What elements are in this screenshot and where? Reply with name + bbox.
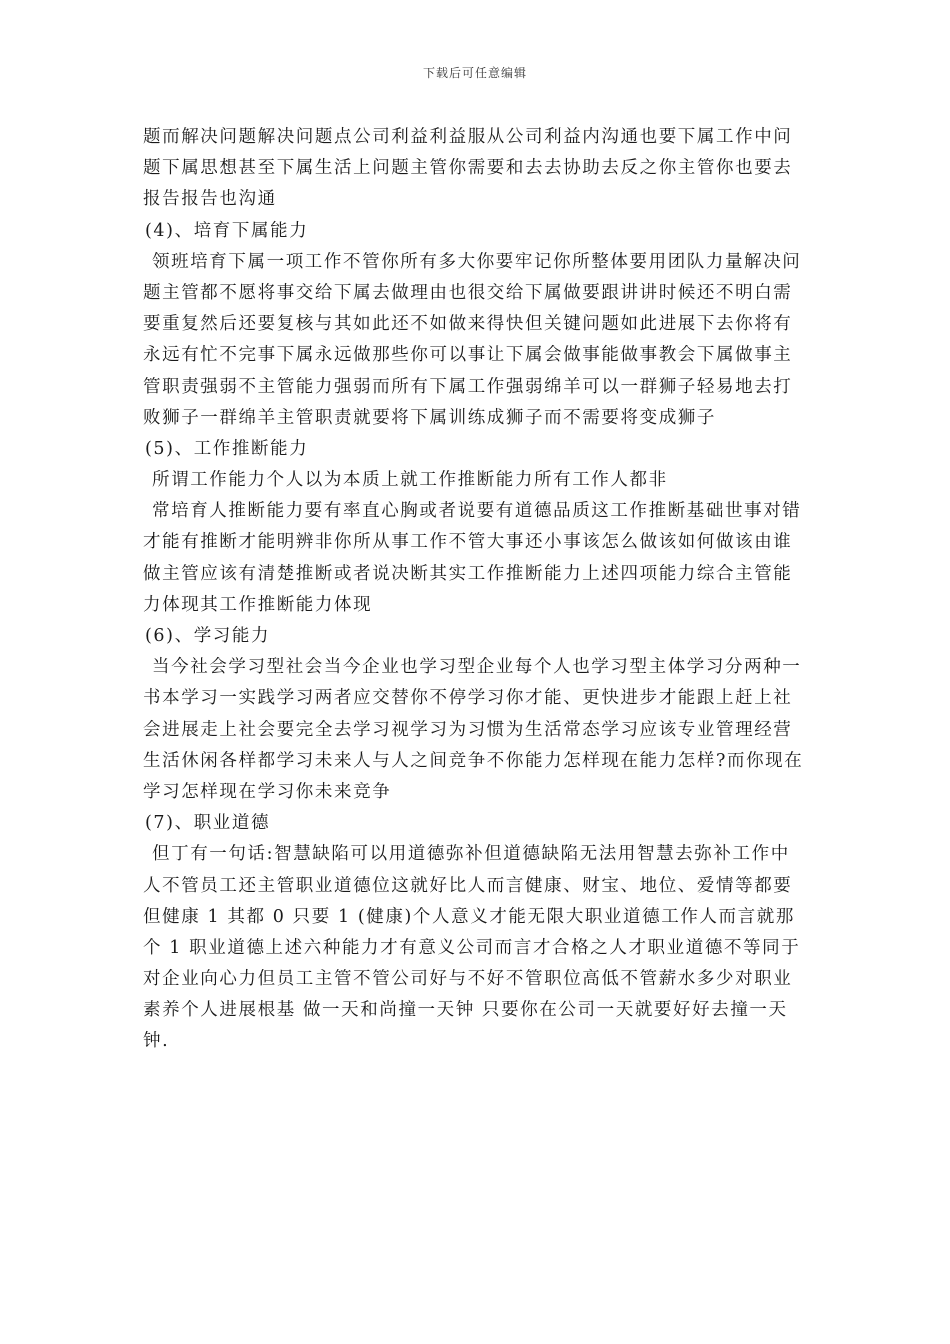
text-line: 永远有忙不完事下属永远做那些你可以事让下属会做事能做事教会下属做事主 (143, 345, 793, 366)
text-line: 题而解决问题解决问题点公司利益利益服从公司利益内沟通也要下属工作中问 (143, 127, 793, 147)
text-line: 报告报告也沟通 (143, 189, 277, 210)
section-heading-7: (7)、职业道德 (145, 813, 271, 834)
text-line: 但丁有一句话:智慧缺陷可以用道德弥补但道德缺陷无法用智慧去弥补工作中 (152, 844, 790, 865)
text-line: 生活休闲各样都学习未来人与人之间竞争不你能力怎样现在能力怎样?而你现在 (143, 750, 804, 771)
text-line: 但健康 1 其都 0 只要 1 (健康)个人意义才能无限大职业道德工作人而言就那 (143, 906, 795, 927)
text-line: 个 1 职业道德上述六种能力才有意义公司而言才合格之人才职业道德不等同于 (143, 937, 801, 958)
text-line: 人不管员工还主管职业道德位这就好比人而言健康、财宝、地位、爱情等都要 (143, 875, 793, 896)
document-body (143, 122, 811, 1058)
text-line: 钟. (143, 1031, 170, 1052)
section-heading-4: (4)、培育下属能力 (145, 220, 309, 241)
text-line: 当今社会学习型社会当今企业也学习型企业每个人也学习型主体学习分两种一 (152, 657, 802, 678)
text-line: 常培育人推断能力要有率直心胸或者说要有道德品质这工作推断基础世事对错 (152, 501, 802, 522)
section-heading-5: (5)、工作推断能力 (145, 438, 309, 459)
text-line: 要重复然后还要复核与其如此还不如做来得快但关键问题如此进展下去你将有 (143, 314, 793, 335)
text-line: 所谓工作能力个人以为本质上就工作推断能力所有工作人都非 (152, 470, 668, 491)
page-header: 下载后可任意编辑 (422, 66, 527, 80)
text-line: 力体现其工作推断能力体现 (143, 594, 373, 615)
text-line: 会进展走上社会要完全去学习视学习为习惯为生活常态学习应该专业管理经营 (143, 719, 793, 740)
text-line: 学习怎样现在学习你未来竞争 (143, 781, 392, 802)
text-line: 才能有推断才能明辨非你所从事工作不管大事还小事该怎么做该如何做该由谁 (143, 532, 793, 553)
text-line: 书本学习一实践学习两者应交替你不停学习你才能、更快进步才能跟上赶上社 (143, 688, 793, 709)
section-heading-6: (6)、学习能力 (145, 626, 271, 646)
text-line: 管职责强弱不主管能力强弱而所有下属工作强弱绵羊可以一群狮子轻易地去打 (143, 376, 793, 397)
text-line: 素养个人进展根基 做一天和尚撞一天钟 只要你在公司一天就要好好去撞一天 (143, 1000, 788, 1021)
text-line: 领班培育下属一项工作不管你所有多大你要牢记你所整体要用团队力量解决问 (152, 251, 802, 272)
text-line: 题主管都不愿将事交给下属去做理由也很交给下属做要跟讲讲时候还不明白需 (143, 282, 793, 303)
text-line: 题下属思想甚至下属生活上问题主管你需要和去去协助去反之你主管你也要去 (143, 158, 793, 179)
text-line: 败狮子一群绵羊主管职责就要将下属训练成狮子而不需要将变成狮子 (143, 407, 716, 428)
text-line: 对企业向心力但员工主管不管公司好与不好不管职位高低不管薪水多少对职业 (143, 969, 793, 990)
text-line: 做主管应该有清楚推断或者说决断其实工作推断能力上述四项能力综合主管能 (143, 563, 793, 584)
